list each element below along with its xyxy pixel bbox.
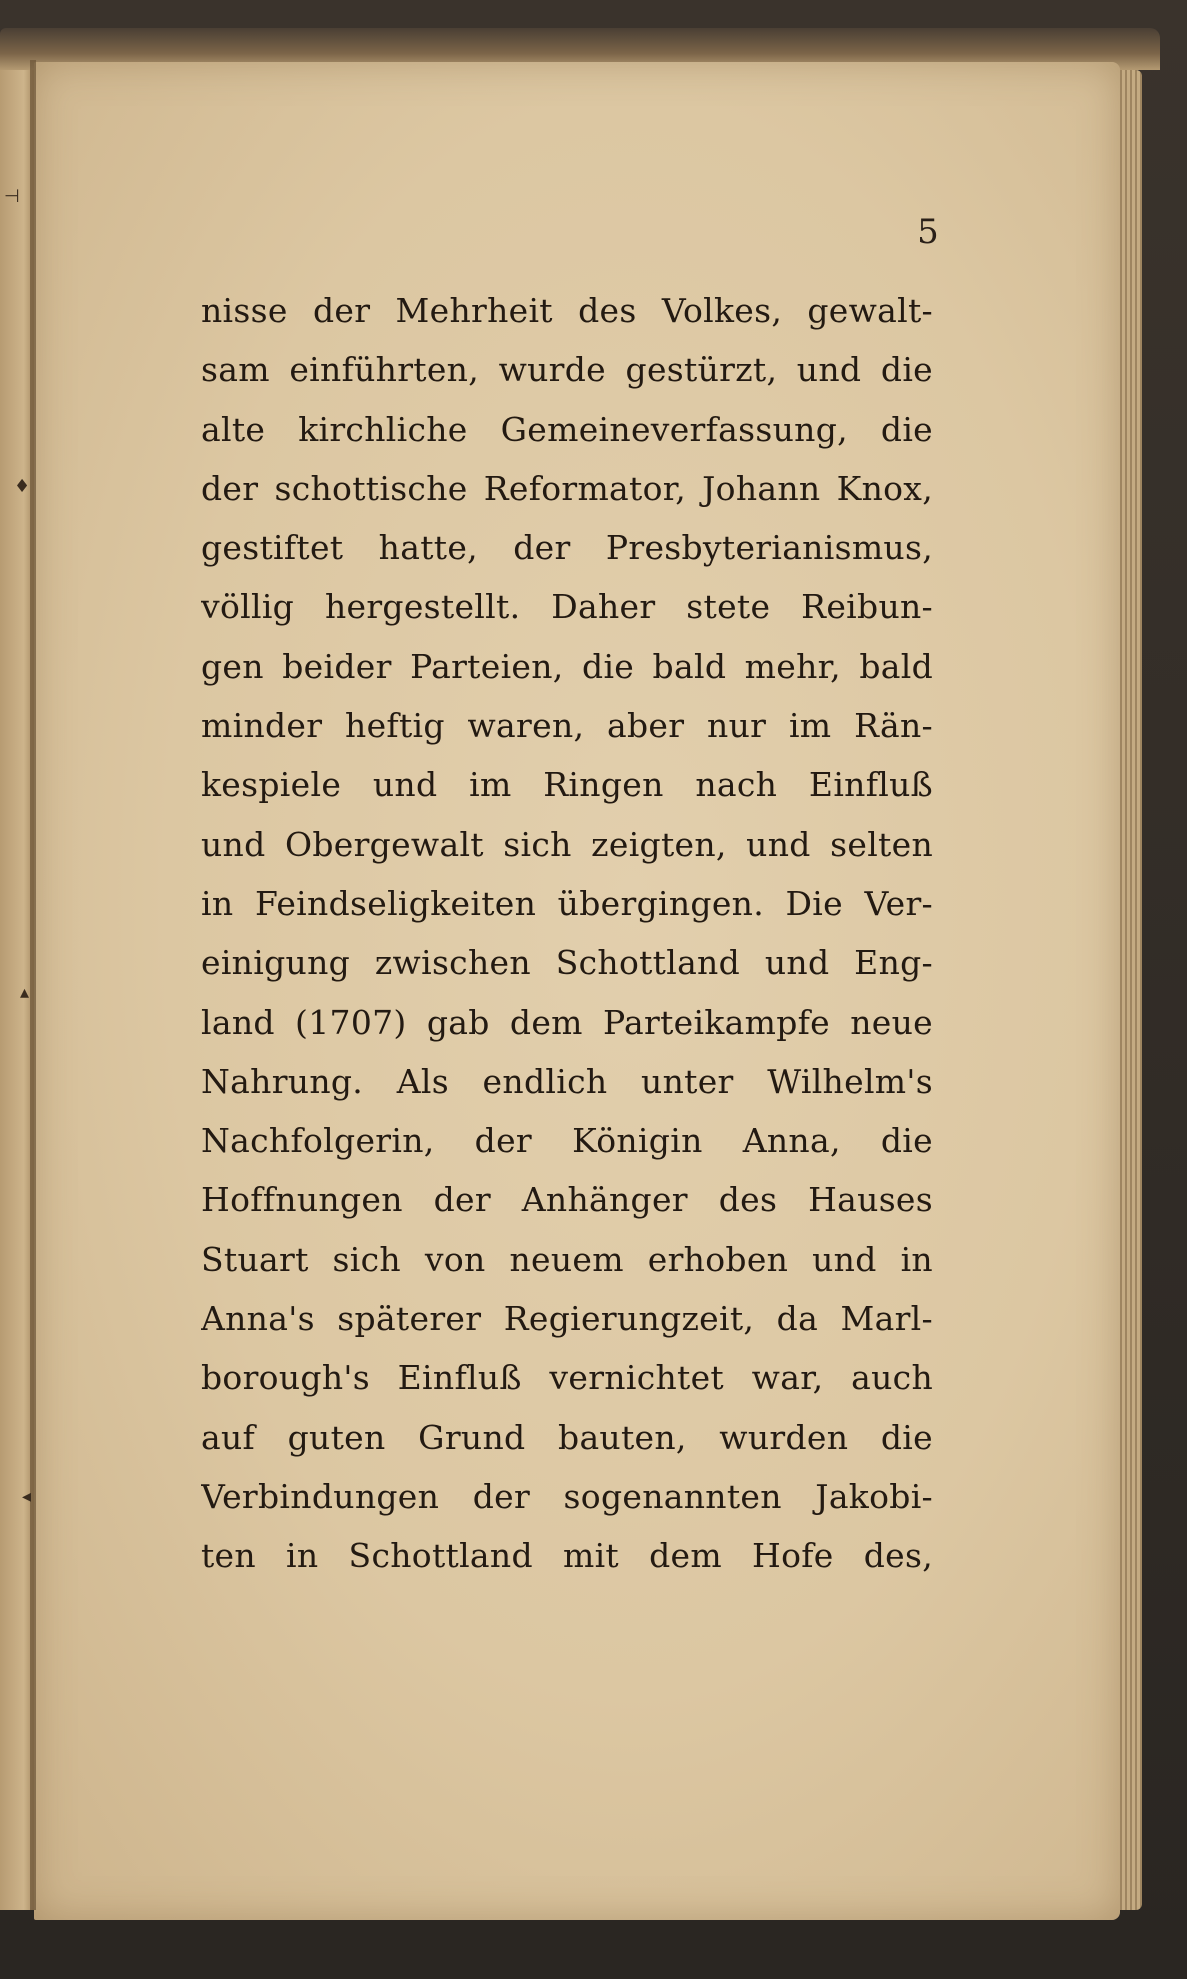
binding-mark: ♦ — [14, 476, 31, 497]
text-line: in Feindseligkeiten übergingen. Die Ver- — [201, 883, 933, 923]
text-line: Stuart sich von neuem erhoben und in — [201, 1239, 933, 1279]
binding-mark: ◂ — [22, 1486, 32, 1507]
text-line: Nachfolgerin, der Königin Anna, die — [201, 1121, 933, 1161]
text-line: Nahrung. Als endlich unter Wilhelm's — [201, 1061, 933, 1101]
text-line: einigung zwischen Schottland und Eng- — [201, 943, 933, 983]
text-line: und Obergewalt sich zeigten, und selten — [201, 824, 933, 864]
text-line: kespiele und im Ringen nach Einfluß — [201, 765, 933, 805]
spine-shadow — [30, 60, 36, 1910]
text-line: nisse der Mehrheit des Volkes, gewalt- — [201, 291, 933, 330]
body-text — [201, 281, 933, 1586]
text-line: alte kirchliche Gemeineverfassung, die — [201, 409, 933, 449]
text-line: ten in Schottland mit dem Hofe des, — [201, 1536, 933, 1576]
text-line: land (1707) gab dem Parteikampfe neue — [201, 1002, 933, 1042]
text-line: sam einführten, wurde gestürzt, und die — [201, 350, 933, 390]
text-line: gestiftet hatte, der Presbyterianismus, — [201, 528, 933, 568]
text-line: gen beider Parteien, die bald mehr, bald — [201, 646, 933, 686]
text-line: Hoffnungen der Anhänger des Hauses — [201, 1180, 933, 1220]
text-line: auf guten Grund bauten, wurden die — [201, 1417, 933, 1457]
text-line: borough's Einfluß vernichtet war, auch — [201, 1358, 933, 1398]
binding-mark: ⊣ — [4, 186, 20, 207]
binding-mark: ▴ — [20, 982, 30, 1003]
page-number: 5 — [917, 212, 939, 252]
text-line: der schottische Reformator, Johann Knox, — [201, 468, 933, 508]
text-line: Verbindungen der sogenannten Jakobi- — [201, 1476, 933, 1516]
text-line: minder heftig waren, aber nur im Rän- — [201, 706, 933, 746]
text-line: völlig hergestellt. Daher stete Reibun- — [201, 587, 933, 627]
text-line: Anna's späterer Regierungzeit, da Marl- — [201, 1299, 933, 1339]
